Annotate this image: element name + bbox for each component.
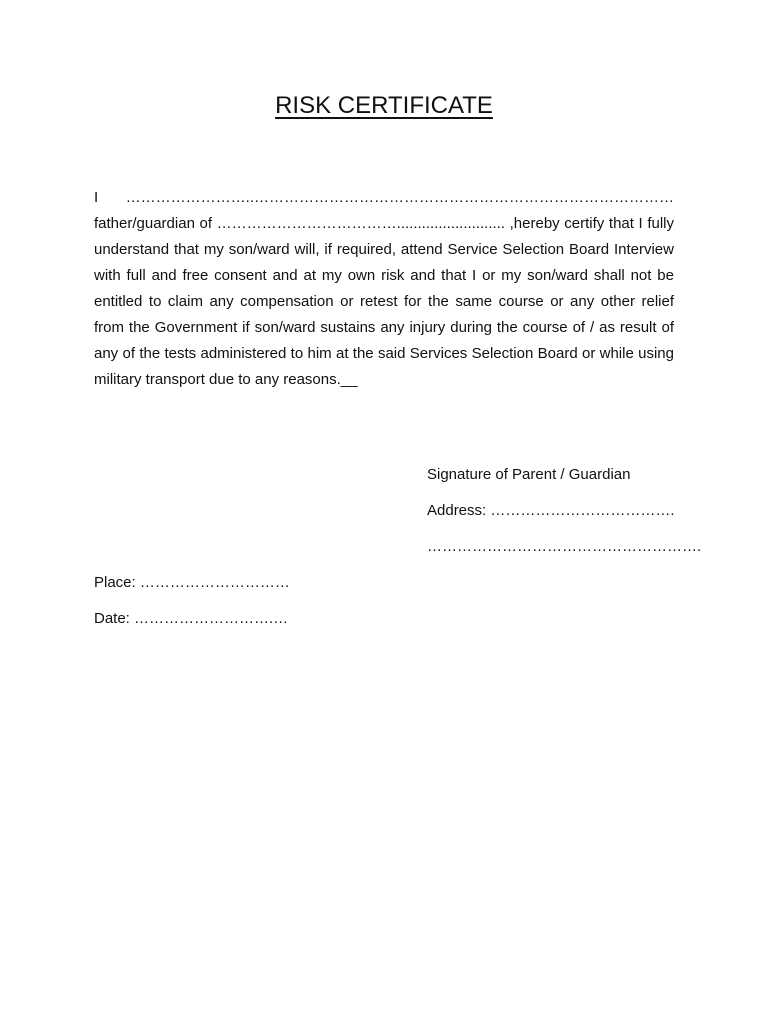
place-date-block	[94, 570, 394, 642]
document-title: RISK CERTIFICATE	[275, 92, 493, 119]
signature-block	[427, 462, 727, 570]
address-line-1: Address: ……………………………….	[427, 502, 675, 519]
signature-label: Signature of Parent / Guardian	[427, 466, 631, 483]
place-field: Place: …………………………	[94, 574, 290, 591]
certificate-body: I ……………………..………………………………………………………………………… father/guardian of ……………………………….......................... ,hereby certify that I fully understand that my son/ward will, if required, attend Service Selection Board Interview with full and free consent and at my own risk and that I or my son/ward shall not be entitled to claim any compensation or retest for the same course or any other relief from the Government if son/ward sustains any injury during the course of / as result of any of the tests administered to him at the said Services Selection Board or while using military transport due to any reasons.__	[94, 189, 674, 388]
address-line-2: ……………………………………………….	[427, 538, 702, 555]
date-field: Date: ……………………….…	[94, 610, 289, 627]
